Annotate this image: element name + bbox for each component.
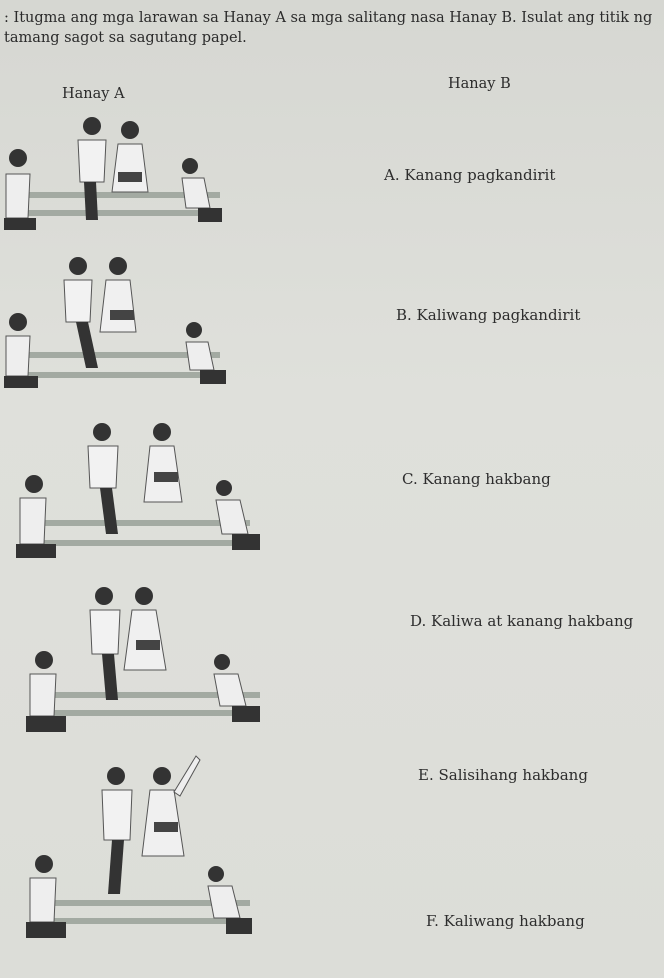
- hanay-b-title: Hanay B: [448, 76, 511, 92]
- choice-f: F. Kaliwang hakbang: [426, 912, 585, 930]
- figure-1-tinikling-icon: [0, 108, 240, 238]
- figure-4-tinikling-icon: [10, 580, 272, 750]
- figure-5-tinikling-icon: [20, 752, 260, 948]
- choice-a: A. Kanang pagkandirit: [384, 166, 556, 184]
- figure-3-tinikling-icon: [0, 404, 270, 576]
- instruction-text: : Itugma ang mga larawan sa Hanay A sa mga salitang nasa Hanay B. Isulat ang titik ng tamang sagot sa sagutang papel.: [4, 10, 653, 46]
- figure-2-tinikling-icon: [0, 252, 240, 392]
- choice-d: D. Kaliwa at kanang hakbang: [410, 612, 634, 630]
- choice-e: E. Salisihang hakbang: [418, 766, 588, 784]
- choice-c: C. Kanang hakbang: [402, 470, 551, 488]
- hanay-a-title: Hanay A: [62, 86, 125, 102]
- choice-b: B. Kaliwang pagkandirit: [396, 306, 581, 324]
